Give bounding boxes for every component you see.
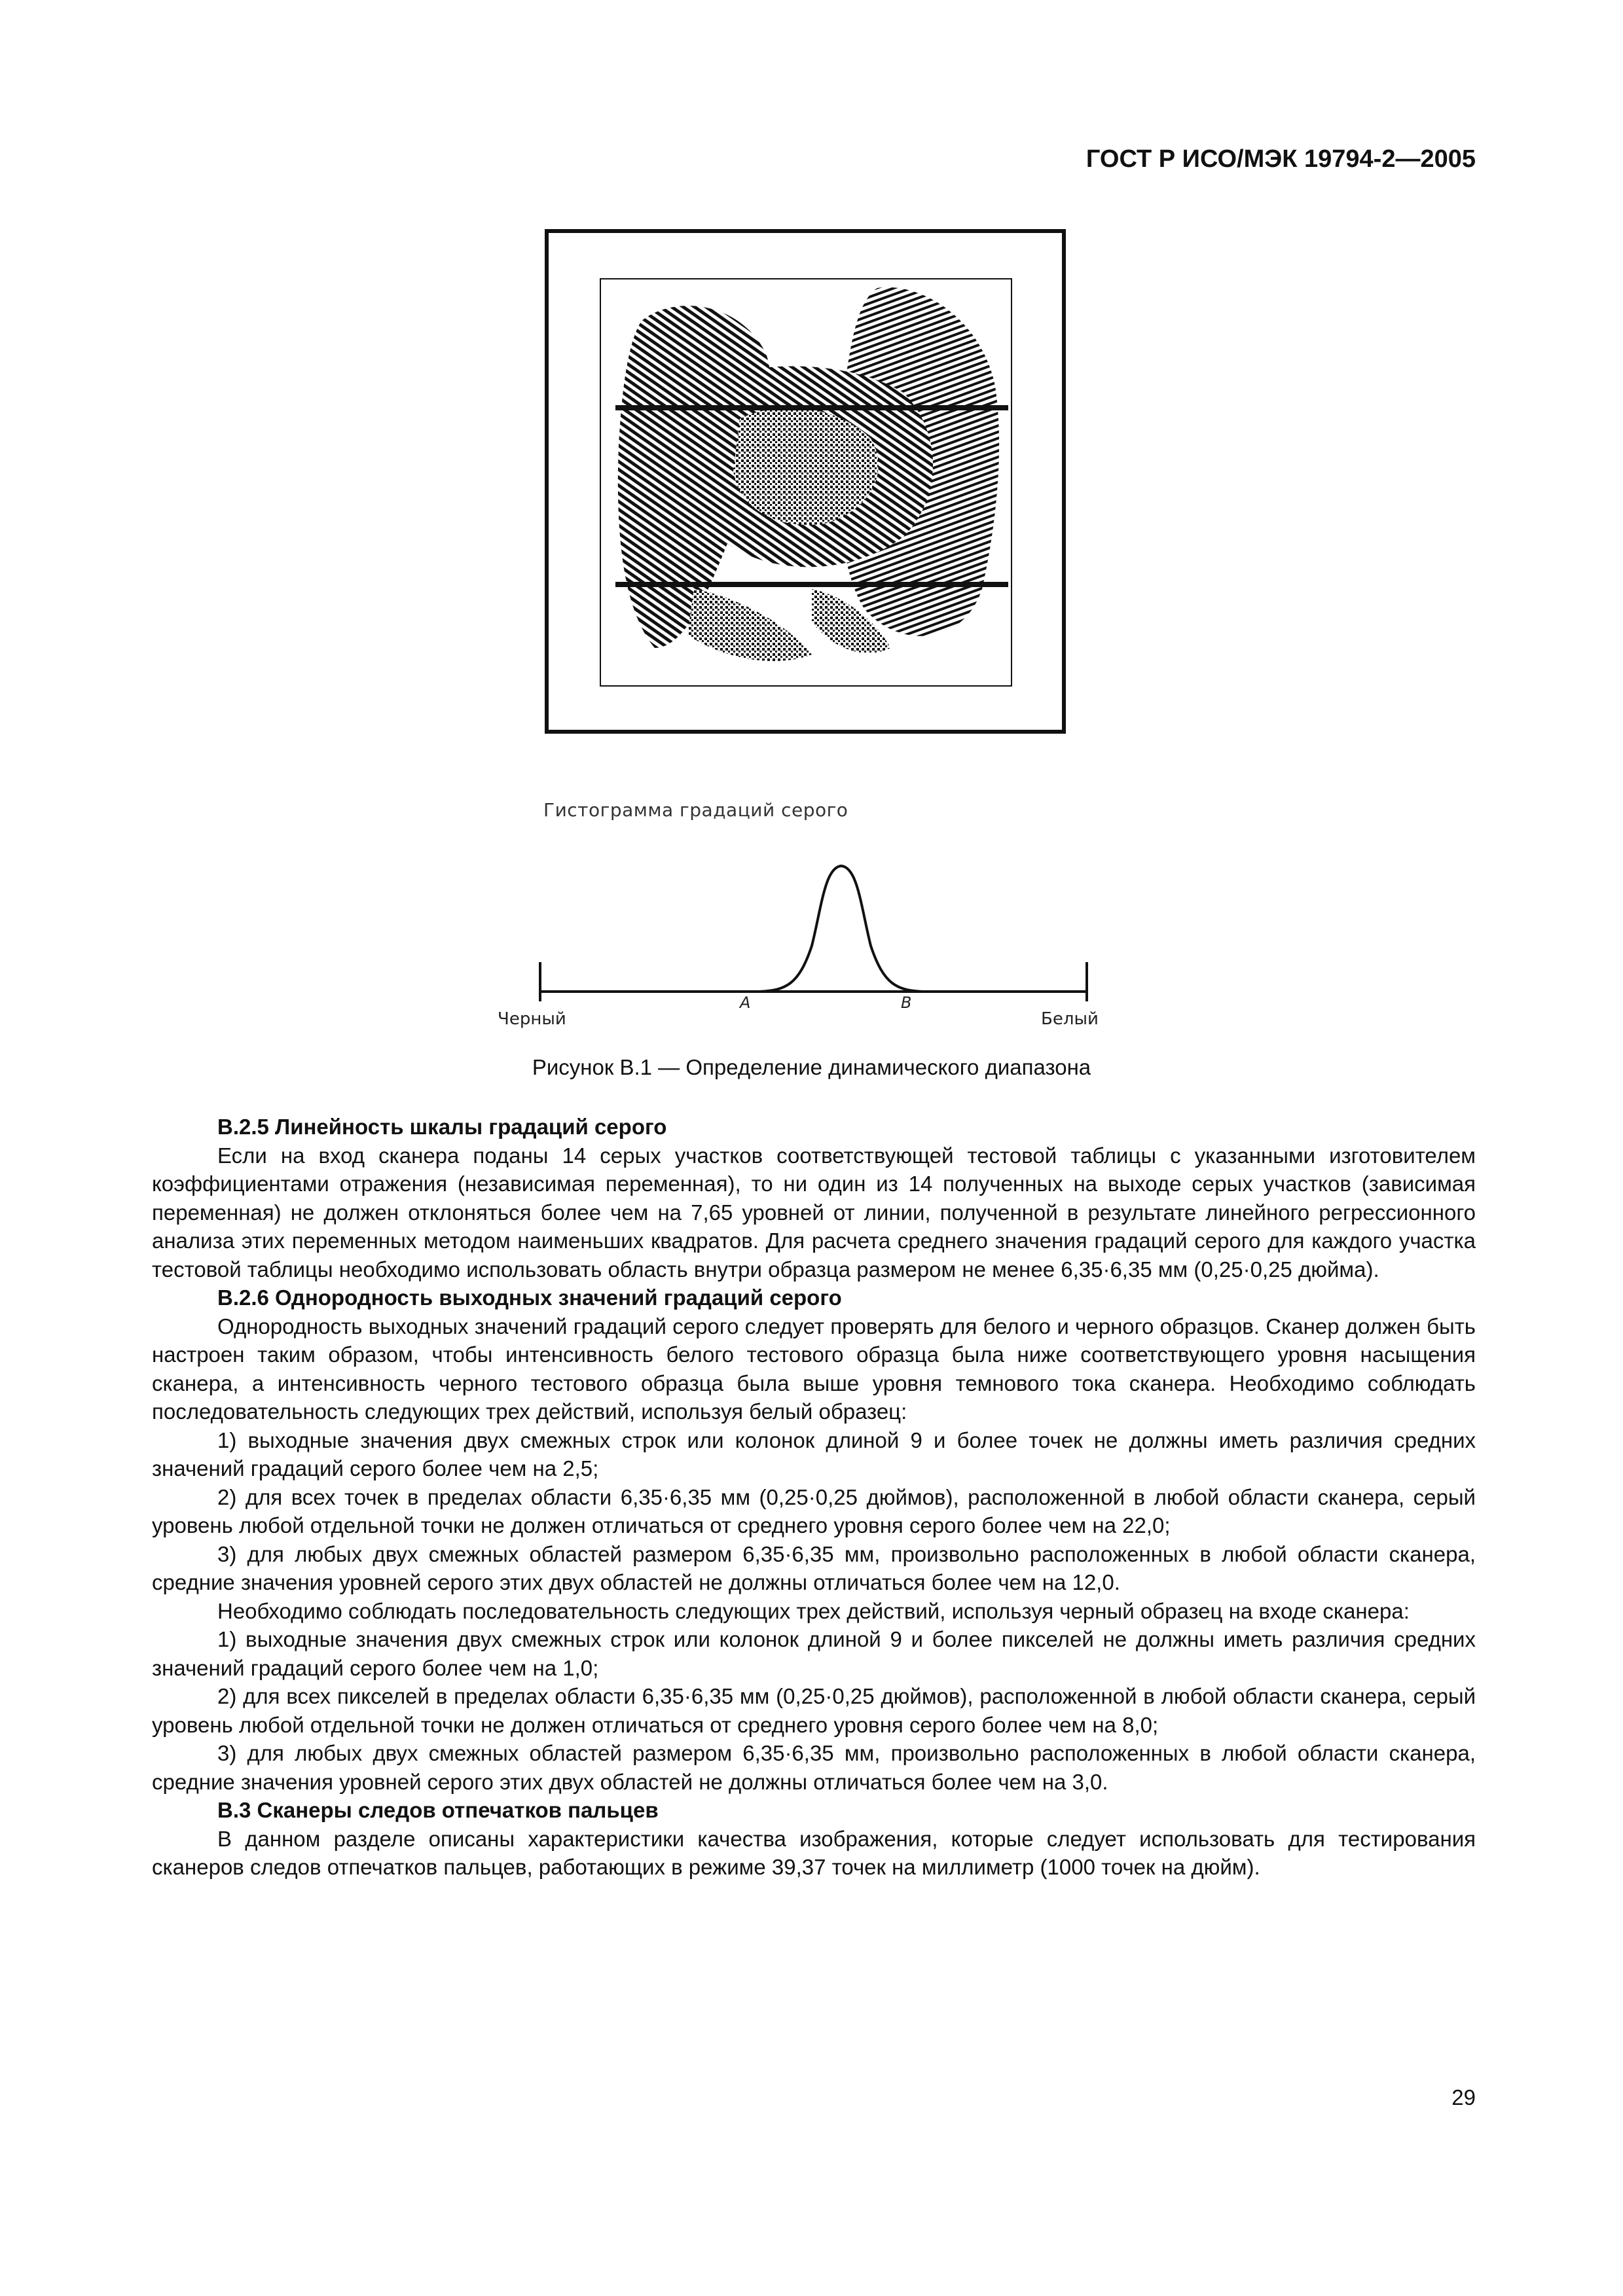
- list-item: 3) для любых двух смежных областей размером 6,35·6,35 мм, произвольно расположенных в любой области сканера, средние значения уровней серого этих двух областей не должны отличаться более чем на 3,0.: [152, 1741, 1476, 1794]
- list-item: 1) выходные значения двух смежных строк или колонок длиной 9 и более точек не должны иметь различия средних значений градаций серого более чем на 2,5;: [152, 1427, 1476, 1480]
- list-item: 3) для любых двух смежных областей размером 6,35·6,35 мм, произвольно расположенных в любой области сканера, средние значения уровней серого этих двух областей не должны отличаться более чем на 12,0.: [152, 1541, 1476, 1594]
- axis-label-black: Черный: [498, 1009, 566, 1029]
- section-heading: В.2.5 Линейность шкалы градаций серого: [217, 1115, 667, 1139]
- list-item: 2) для всех пикселей в пределах области 6,35·6,35 мм (0,25·0,25 дюймов), расположенной в любой области сканера, серый уровень любой отдельной точки не должен отличаться от среднего уровня серого более чем на 8,0;: [152, 1684, 1476, 1737]
- document-header: ГОСТ Р ИСО/МЭК 19794-2—2005: [1085, 145, 1476, 173]
- paragraph: Если на вход сканера поданы 14 серых участков соответствующей тестовой таблицы с указанными изготовителем коэффициентами отражения (независимая переменная), то ни один из 14 полученных на выходе серых участков (зависимая переменная) не должен отклоняться более чем на 7,65 уровней от линии, полученной в результате линейного регрессионного анализа этих переменных методом наименьших квадратов. Для расчета среднего значения градаций серого для каждого участка тестовой таблицы необходимо использовать область внутри образца размером не менее 6,35·6,35 мм (0,25·0,25 дюйма).: [152, 1143, 1476, 1282]
- histogram-plot: [537, 854, 1093, 1011]
- paragraph: Необходимо соблюдать последовательность следующих трех действий, используя черный образец на входе сканера:: [217, 1598, 1410, 1623]
- paragraph: Однородность выходных значений градаций серого следует проверять для белого и черного образцов. Сканер должен быть настроен таким образом, чтобы интенсивность белого тестового образца была ниже соответствующего уровня насыщения сканера, а интенсивность черного тестового образца была выше уровня темнового тока сканера. Необходимо соблюдать последовательность следующих трех действий, используя белый образец:: [152, 1314, 1476, 1424]
- section-heading: В.2.6 Однородность выходных значений градаций серого: [217, 1285, 842, 1310]
- paragraph: В данном разделе описаны характеристики качества изображения, которые следует использовать для тестирования сканеров следов отпечатков пальцев, работающих в режиме 39,37 точек на миллиметр (1000 точек на дюйм).: [152, 1826, 1476, 1879]
- section-heading: В.3 Сканеры следов отпечатков пальцев: [217, 1798, 659, 1822]
- histogram-title: Гистограмма градаций серого: [543, 799, 848, 821]
- page-number: 29: [1451, 2085, 1476, 2109]
- figure-caption: Рисунок В.1 — Определение динамического диапазона: [532, 1055, 1091, 1079]
- fingerprint-image: [615, 281, 1008, 674]
- body-text: [152, 1113, 1476, 1882]
- list-item: 1) выходные значения двух смежных строк или колонок длиной 9 и более пикселей не должны иметь различия средних значений градаций серого более чем на 1,0;: [152, 1627, 1476, 1680]
- axis-label-b: В: [901, 994, 912, 1012]
- list-item: 2) для всех точек в пределах области 6,35·6,35 мм (0,25·0,25 дюймов), расположенной в любой области сканера, серый уровень любой отдельной точки не должен отличаться от среднего уровня серого более чем на 22,0;: [152, 1484, 1476, 1537]
- axis-label-a: А: [740, 994, 751, 1012]
- axis-label-white: Белый: [1041, 1009, 1099, 1029]
